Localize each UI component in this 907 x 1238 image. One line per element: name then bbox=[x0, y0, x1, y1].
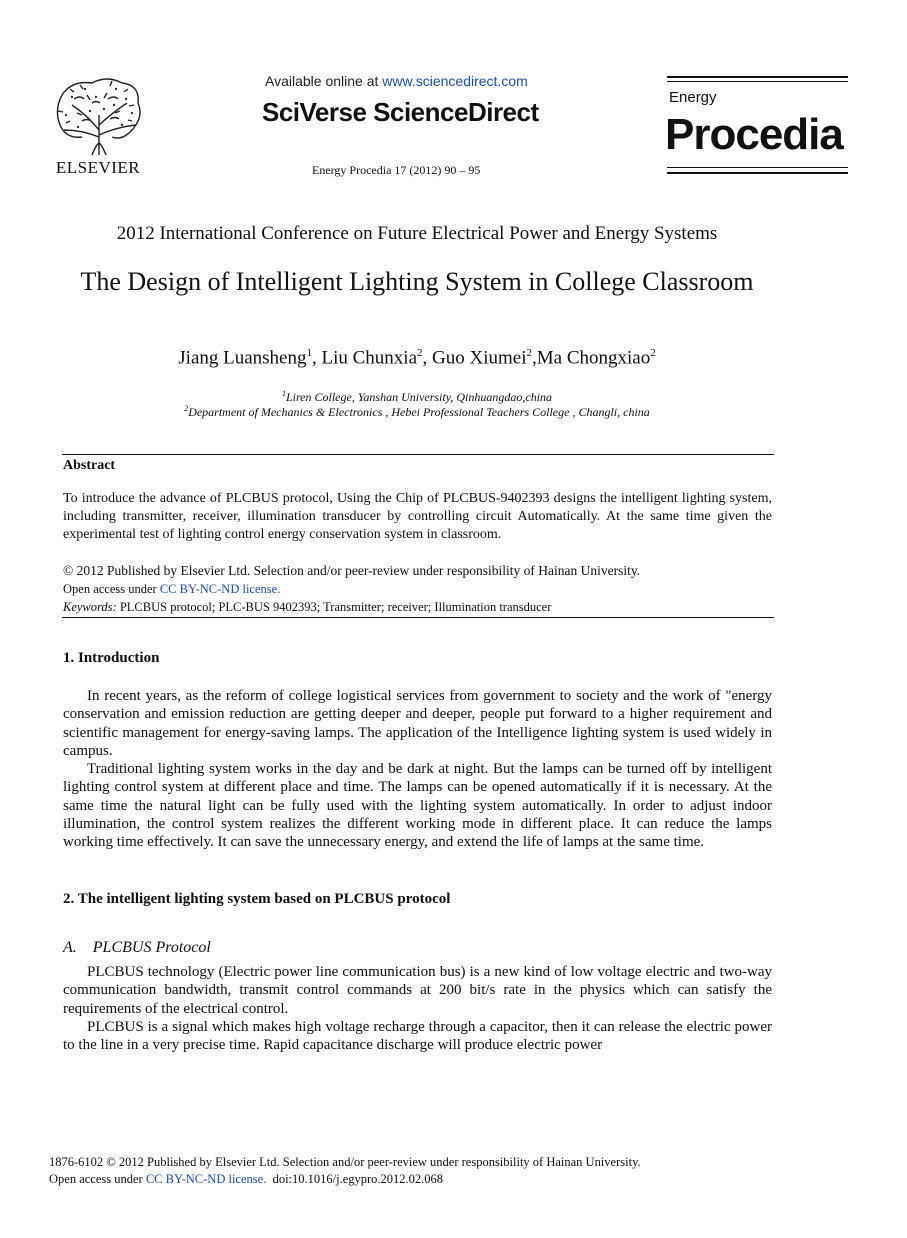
open-access-line bbox=[63, 582, 280, 597]
journal-rule-bottom-thin bbox=[667, 167, 848, 168]
affiliation-number: 1 bbox=[281, 389, 286, 398]
affiliation bbox=[0, 404, 834, 420]
availability-line bbox=[265, 73, 528, 89]
section-heading-introduction: 1. Introduction bbox=[63, 650, 160, 666]
intro-paragraph-2: Traditional lighting system works in the day and be dark at night. But the lamps can be turned off by intelligent lighting control system at different place and time. The lamps can be opened automatically if it is necessary. At the same time the natural light can be fully used with the lighting system automatically. In order to adjust indoor illumination, the control system realizes the different working mode in different place. It can reduce the lamps working time effectively. It can save the unnecessary energy, and extend the life of lamps at the same time. bbox=[63, 761, 772, 851]
journal-rule-top-thin bbox=[667, 81, 848, 82]
plcbus-paragraph-1: PLCBUS technology (Electric power line communication bus) is a new kind of low voltage electric and two-way communication bandwidth, transmit control commands at 200 bit/s rate in the physics which can satisfy the requirements of the electrical control. bbox=[63, 964, 772, 1017]
sciencedirect-link[interactable]: www.sciencedirect.com bbox=[382, 73, 528, 89]
footer-doi: doi:10.1016/j.egypro.2012.02.068 bbox=[266, 1172, 444, 1186]
footer-open-access-line bbox=[49, 1172, 443, 1187]
affiliation-number: 2 bbox=[184, 404, 189, 413]
affiliation bbox=[0, 389, 834, 405]
abstract-heading: Abstract bbox=[63, 458, 116, 473]
author-separator: , bbox=[532, 347, 537, 369]
subsection-heading-plcbus-protocol: A. PLCBUS Protocol bbox=[63, 939, 211, 956]
affiliation-text: Liren College, Yanshan University, Qinhuangdao,china bbox=[285, 390, 553, 404]
author: Guo Xiumei bbox=[432, 347, 527, 369]
author-list bbox=[0, 347, 834, 369]
section-heading-plcbus-system: 2. The intelligent lighting system based on PLCBUS protocol bbox=[63, 891, 451, 907]
journal-name-small: Energy bbox=[669, 89, 717, 106]
abstract-rule-top bbox=[62, 454, 774, 455]
license-link[interactable]: CC BY-NC-ND license. bbox=[159, 582, 281, 596]
journal-citation: Energy Procedia 17 (2012) 90 – 95 bbox=[312, 163, 481, 177]
publisher-name: ELSEVIER bbox=[55, 158, 141, 177]
author: Ma Chongxiao bbox=[536, 347, 651, 369]
copyright-notice: © 2012 Published by Elsevier Ltd. Selection and/or peer-review under responsibility of Hainan University. bbox=[63, 563, 641, 578]
keywords-label: Keywords: bbox=[63, 600, 117, 614]
abstract-rule-bottom bbox=[62, 617, 774, 618]
platform-logo: SciVerse ScienceDirect bbox=[262, 97, 539, 127]
author: Liu Chunxia bbox=[321, 347, 418, 369]
author-affiliation-mark: 2 bbox=[650, 347, 656, 359]
journal-rule-top bbox=[667, 76, 848, 78]
author-separator: , bbox=[312, 347, 322, 369]
open-access-prefix: Open access under bbox=[63, 582, 160, 596]
journal-rule-bottom bbox=[667, 172, 848, 174]
conference-name: 2012 International Conference on Future Electrical Power and Energy Systems bbox=[116, 223, 718, 244]
affiliation-text: Department of Mechanics & Electronics , Hebei Professional Teachers College , Changli, china bbox=[188, 405, 650, 419]
author-separator: , bbox=[422, 347, 433, 369]
footer-open-access-prefix: Open access under bbox=[49, 1172, 146, 1186]
footer-license-link[interactable]: CC BY-NC-ND license. bbox=[145, 1172, 267, 1186]
author-affiliation-mark: 2 bbox=[526, 347, 532, 359]
keywords-line bbox=[63, 600, 551, 615]
intro-paragraph-1: In recent years, as the reform of college logistical services from government to society and the work of "energy conservation and emission reduction are getting deeper and deeper, people put forward to a higher requirement and scientific management for energy-saving lamps. The application of the Intelligence lighting system is used widely in campus. bbox=[63, 688, 772, 759]
journal-name-large: Procedia bbox=[665, 110, 843, 159]
keywords-text: PLCBUS protocol; PLC-BUS 9402393; Transmitter; receiver; Illumination transducer bbox=[116, 600, 552, 614]
plcbus-paragraph-2: PLCBUS is a signal which makes high voltage recharge through a capacitor, then it can release the electric power to the line in a very precise time. Rapid capacitance discharge will produce electric power bbox=[63, 1019, 772, 1054]
footer-issn-line: 1876-6102 © 2012 Published by Elsevier Ltd. Selection and/or peer-review under responsibility of Hainan University. bbox=[49, 1155, 641, 1169]
abstract-text: To introduce the advance of PLCBUS protocol, Using the Chip of PLCBUS-9402393 designs the intelligent lighting system, including transmitter, receiver, illumination transducer by controlling circuit Automatically. At the same time given the experimental test of lighting control energy conservation system in classroom. bbox=[63, 491, 772, 542]
author: Jiang Luansheng bbox=[178, 347, 307, 369]
author-affiliation-mark: 2 bbox=[417, 347, 423, 359]
author-affiliation-mark: 1 bbox=[306, 347, 312, 359]
availability-prefix: Available online at bbox=[265, 73, 383, 89]
paper-title: The Design of Intelligent Lighting System in College Classroom bbox=[80, 267, 754, 296]
